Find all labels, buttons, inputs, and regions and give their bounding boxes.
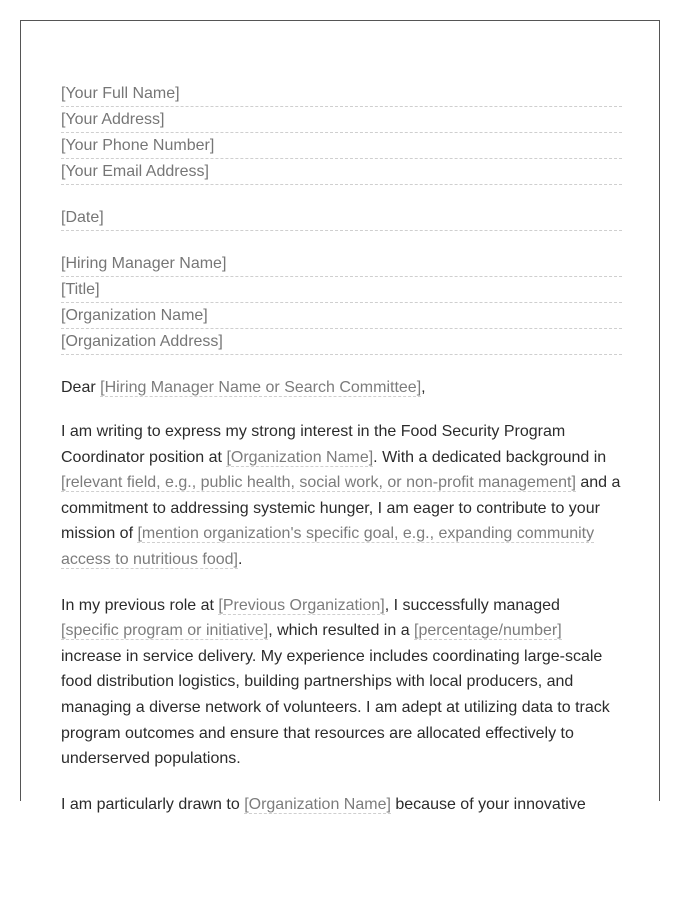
paragraph-text: and a commitment to addressing systemic hunger, I am eager to contribute to your mission of bbox=[61, 474, 621, 543]
paragraph-text: , which resulted in a bbox=[268, 622, 415, 640]
specific-program-placeholder[interactable]: [specific program or initiative] bbox=[61, 622, 269, 640]
spacer bbox=[61, 231, 622, 251]
sender-address-field[interactable]: [Your Address] bbox=[61, 107, 622, 133]
paragraph-text: . With a dedicated background in bbox=[373, 448, 607, 466]
spacer bbox=[61, 185, 622, 205]
recipient-title-field[interactable]: [Title] bbox=[61, 277, 622, 303]
sender-phone-field[interactable]: [Your Phone Number] bbox=[61, 133, 622, 159]
organization-name-placeholder[interactable]: [Organization Name] bbox=[226, 448, 374, 466]
paragraph-text: . bbox=[237, 550, 243, 568]
body-paragraph-3 bbox=[61, 792, 622, 818]
recipient-organization-field[interactable]: [Organization Name] bbox=[61, 303, 622, 329]
percentage-number-placeholder[interactable]: [percentage/number] bbox=[414, 622, 562, 640]
sender-email-field[interactable]: [Your Email Address] bbox=[61, 159, 622, 185]
paragraph-text: I am writing to express my strong interest in the Food Security Program Coordinator position at bbox=[61, 423, 566, 466]
date-field[interactable]: [Date] bbox=[61, 205, 622, 231]
organization-goal-placeholder[interactable]: [mention organization's specific goal, e.g., expanding community access to nutritious food] bbox=[61, 525, 595, 568]
date-block bbox=[61, 205, 622, 231]
body-paragraph-2 bbox=[61, 593, 622, 772]
letter-page bbox=[20, 20, 660, 813]
body-paragraph-1 bbox=[61, 419, 622, 573]
salutation bbox=[61, 377, 622, 399]
organization-name-placeholder[interactable]: [Organization Name] bbox=[244, 795, 391, 813]
sender-block bbox=[61, 81, 622, 185]
paragraph-text: , I successfully managed bbox=[384, 596, 560, 614]
recipient-block bbox=[61, 251, 622, 355]
recipient-hiring-manager-field[interactable]: [Hiring Manager Name] bbox=[61, 251, 622, 277]
salutation-suffix: , bbox=[421, 379, 426, 396]
letter-content bbox=[61, 81, 622, 817]
paragraph-text: I am particularly drawn to bbox=[61, 795, 245, 813]
paragraph-text: In my previous role at bbox=[61, 596, 219, 614]
salutation-name-placeholder[interactable]: [Hiring Manager Name or Search Committee] bbox=[100, 379, 422, 396]
sender-full-name-field[interactable]: [Your Full Name] bbox=[61, 81, 622, 107]
relevant-field-placeholder[interactable]: [relevant field, e.g., public health, social work, or non-profit management] bbox=[61, 474, 576, 492]
paragraph-text: because of your innovative bbox=[390, 795, 586, 813]
salutation-prefix: Dear bbox=[61, 379, 101, 396]
previous-organization-placeholder[interactable]: [Previous Organization] bbox=[218, 596, 385, 614]
recipient-organization-address-field[interactable]: [Organization Address] bbox=[61, 329, 622, 355]
paragraph-text: increase in service delivery. My experience includes coordinating large-scale food distribution logistics, building partnerships with local producers, and managing a diverse network of volunteers. I am adept at utilizing data to track program outcomes and ensure that resources are allocated effectively to underserved populations. bbox=[61, 647, 610, 768]
